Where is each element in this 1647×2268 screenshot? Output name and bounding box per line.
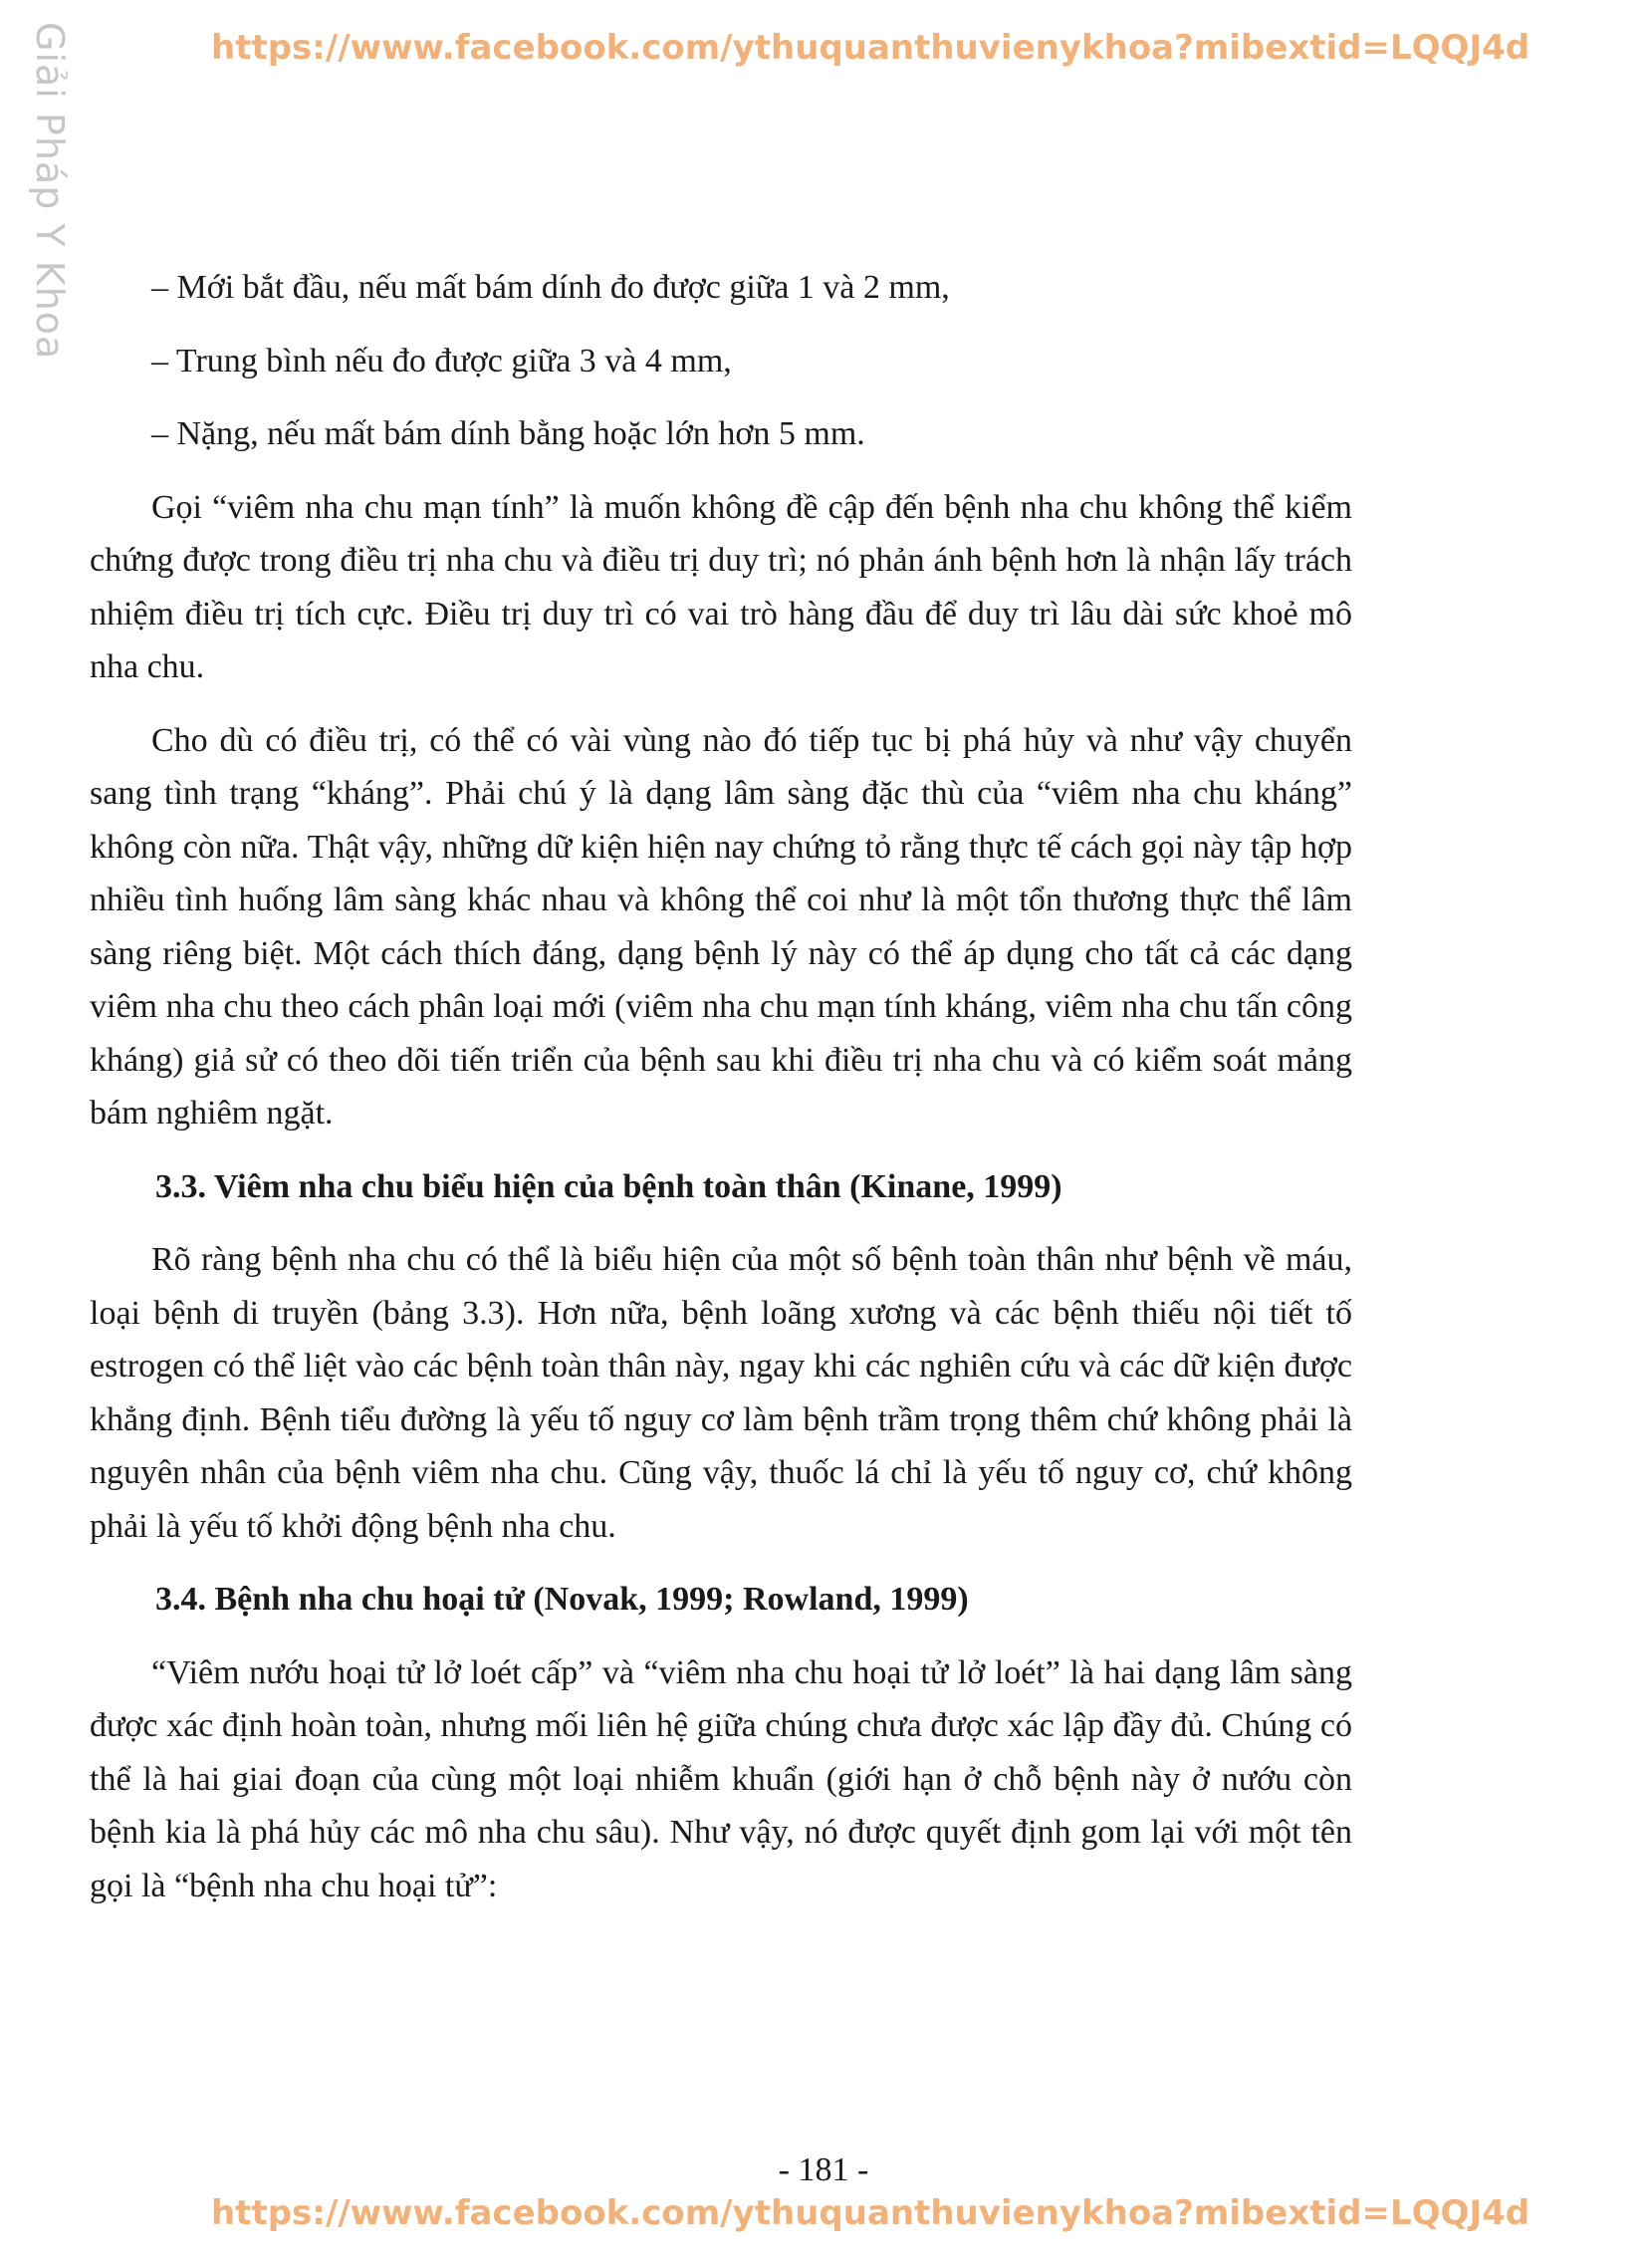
paragraph-chronic-periodontitis: Gọi “viêm nha chu mạn tính” là muốn không đề cập đến bệnh nha chu không thể kiểm chứng được trong điều trị nha chu và điều trị duy trì; nó phản ánh bệnh hơn là nhận lấy trách nhiệm điều trị tích cực. Điều trị duy trì có vai trò hàng đầu để duy trì lâu dài sức khoẻ mô nha chu. [90,488,1352,685]
page-body [90,261,1352,1932]
header-url-watermark[interactable]: https://www.facebook.com/ythuquanthuvienykhoa?mibextid=LQQJ4d [211,28,1530,68]
side-watermark: Giải Pháp Y Khoa [28,22,72,361]
paragraph-refractory: Cho dù có điều trị, có thể có vài vùng nào đó tiếp tục bị phá hủy và như vậy chuyển sang tình trạng “kháng”. Phải chú ý là dạng lâm sàng đặc thù của “viêm nha chu kháng” không còn nữa. Thật vậy, những dữ kiện hiện nay chứng tỏ rằng thực tế cách gọi này tập hợp nhiều tình huống lâm sàng khác nhau và không thể coi như là một tổn thương thực thể lâm sàng riêng biệt. Một cách thích đáng, dạng bệnh lý này có thể áp dụng cho tất cả các dạng viêm nha chu theo cách phân loại mới (viêm nha chu mạn tính kháng, viêm nha chu tấn công kháng) giả sử có theo dõi tiến triển của bệnh sau khi điều trị nha chu và có kiểm soát mảng bám nghiêm ngặt. [90,721,1352,1132]
section-heading-3-3: 3.3. Viêm nha chu biểu hiện của bệnh toàn thân (Kinane, 1999) [155,1167,1062,1205]
paragraph-necrotizing: “Viêm nướu hoại tử lở loét cấp” và “viêm nha chu hoại tử lở loét” là hai dạng lâm sàng được xác định hoàn toàn, nhưng mối liên hệ giữa chúng chưa được xác lập đầy đủ. Chúng có thể là hai giai đoạn của cùng một loại nhiễm khuẩn (giới hạn ở chỗ bệnh này ở nướu còn bệnh kia là phá hủy các mô nha chu sâu). Như vậy, nó được quyết định gom lại với một tên gọi là “bệnh nha chu hoại tử”: [90,1653,1352,1904]
dash-item-moderate: – Trung bình nếu đo được giữa 3 và 4 mm, [151,342,732,379]
footer-url-watermark[interactable]: https://www.facebook.com/ythuquanthuvienykhoa?mibextid=LQQJ4d [211,2193,1530,2233]
section-heading-3-4: 3.4. Bệnh nha chu hoại tử (Novak, 1999; Rowland, 1999) [155,1581,969,1618]
dash-item-severe: – Nặng, nếu mất bám dính bằng hoặc lớn hơn 5 mm. [151,415,865,452]
dash-item-initial: – Mới bắt đầu, nếu mất bám dính đo được giữa 1 và 2 mm, [151,269,950,306]
paragraph-systemic-disease: Rõ ràng bệnh nha chu có thể là biểu hiện của một số bệnh toàn thân như bệnh về máu, loại bệnh di truyền (bảng 3.3). Hơn nữa, bệnh loãng xương và các bệnh thiếu nội tiết tố estrogen có thể liệt vào các bệnh toàn thân này, ngay khi các nghiên cứu và các dữ kiện được khẳng định. Bệnh tiểu đường là yếu tố nguy cơ làm bệnh trầm trọng thêm chứ không phải là nguyên nhân của bệnh viêm nha chu. Cũng vậy, thuốc lá chỉ là yếu tố nguy cơ, chứ không phải là yếu tố khởi động bệnh nha chu. [90,1241,1352,1545]
page-number: - 181 - [778,2151,869,2188]
